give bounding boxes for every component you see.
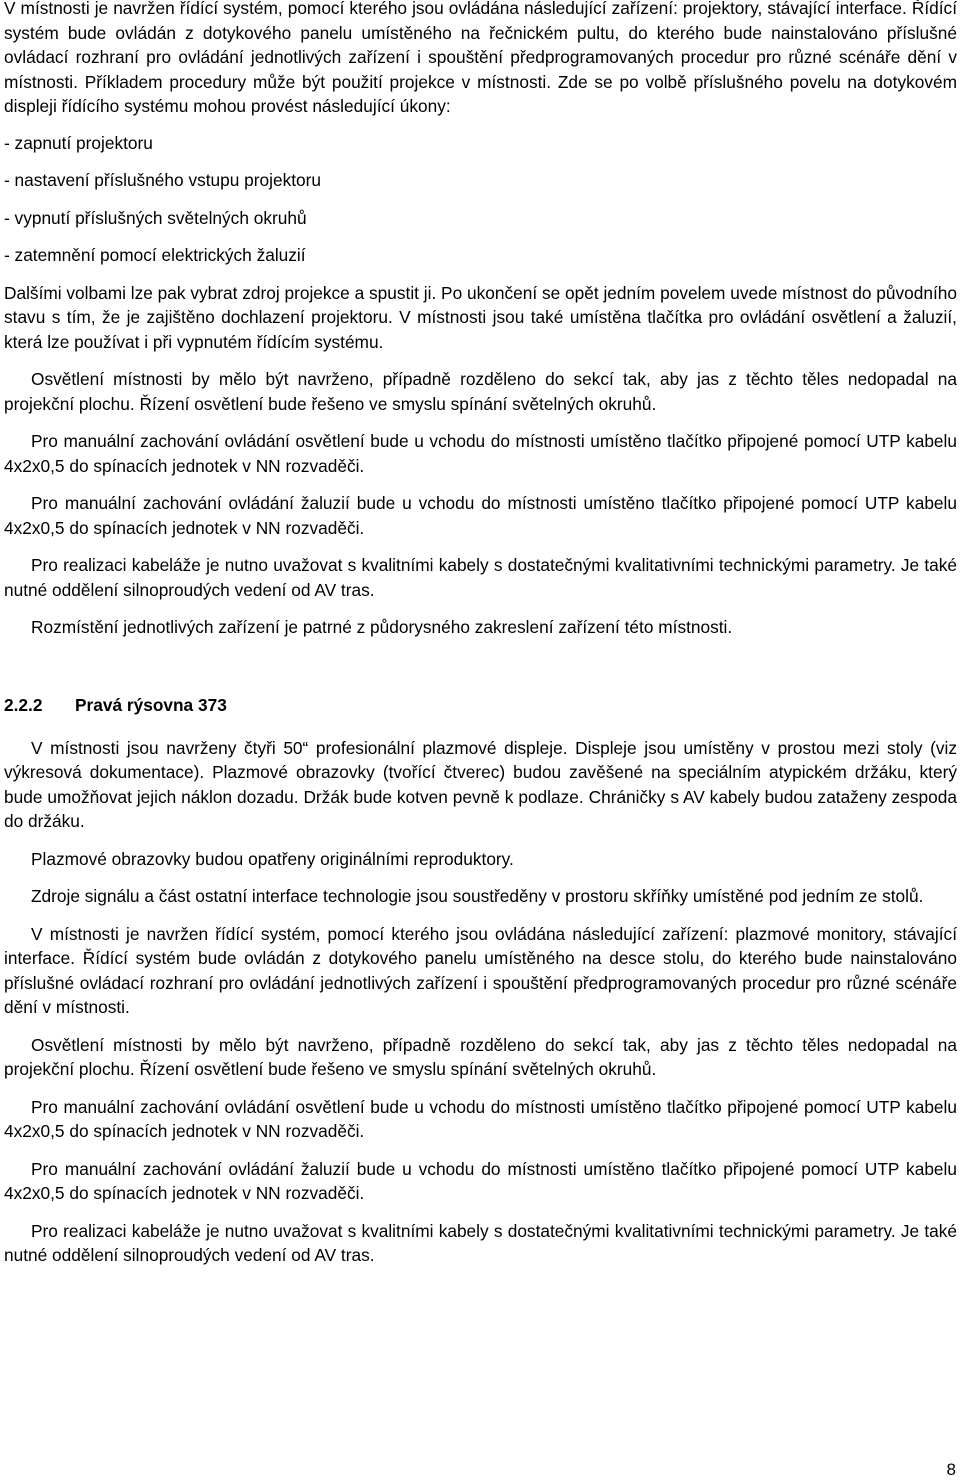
paragraph: V místnosti je navržen řídící systém, pomocí kterého jsou ovládána následující zařízení: plazmové monitory, stávající interface. Řídící systém bude ovládán z dotykového panelu umístěného na desce stolu, do kterého bude nainstalováno příslušné ovládací rozhraní pro ovládání jednotlivých zařízení i spouštění předprogramovaných procedur pro různé scénáře dění v místnosti.	[4, 923, 957, 1017]
paragraph: Pro manuální zachování ovládání žaluzií bude u vchodu do místnosti umístěno tlačítko připojené pomocí UTP kabelu 4x2x0,5 do spínacích jednotek v NN rozvaděči.	[4, 1158, 957, 1203]
list-item: - vypnutí příslušných světelných okruhů	[4, 207, 307, 228]
paragraph: Osvětlení místnosti by mělo být navrženo, případně rozděleno do sekcí tak, aby jas z těchto těles nedopadal na projekční plochu. Řízení osvětlení bude řešeno ve smyslu spínání světelných okruhů.	[4, 369, 957, 414]
paragraph: Pro realizaci kabeláže je nutno uvažovat s kvalitními kabely s dostatečnými kvalitativními technickými parametry. Je také nutné oddělení silnoproudých vedení od AV tras.	[4, 1220, 957, 1265]
paragraph: Pro manuální zachování ovládání osvětlení bude u vchodu do místnosti umístěno tlačítko připojené pomocí UTP kabelu 4x2x0,5 do spínacích jednotek v NN rozvaděči.	[4, 1096, 957, 1141]
paragraph: Pro realizaci kabeláže je nutno uvažovat s kvalitními kabely s dostatečnými kvalitativními technickými parametry. Je také nutné oddělení silnoproudých vedení od AV tras.	[4, 555, 957, 600]
list-item: - zapnutí projektoru	[4, 132, 153, 153]
section-title: Pravá rýsovna 373	[75, 694, 227, 715]
paragraph: V místnosti jsou navrženy čtyři 50“ profesionální plazmové displeje. Displeje jsou umístěny v prostou mezi stoly (viz výkresová dokumentace). Plazmové obrazovky (tvořící čtverec) budou zavěšené na speciálním atypickém držáku, který bude umožňovat jejich náklon dozadu. Držák bude kotven pevně k podlaze. Chráničky s AV kabely budou zataženy zespoda do držáku.	[4, 737, 957, 831]
section-heading	[4, 693, 957, 719]
document-page	[4, 0, 957, 1268]
list-item: - nastavení příslušného vstupu projektoru	[4, 170, 322, 190]
paragraph: Plazmové obrazovky budou opatřeny originálními reproduktory.	[31, 848, 514, 869]
list-item: - zatemnění pomocí elektrických žaluzií	[4, 245, 306, 265]
paragraph: Pro manuální zachování ovládání osvětlení bude u vchodu do místnosti umístěno tlačítko připojené pomocí UTP kabelu 4x2x0,5 do spínacích jednotek v NN rozvaděči.	[4, 431, 957, 476]
page-number: 8	[946, 1460, 956, 1479]
paragraph: Osvětlení místnosti by mělo být navrženo, případně rozděleno do sekcí tak, aby jas z těchto těles nedopadal na projekční plochu. Řízení osvětlení bude řešeno ve smyslu spínání světelných okruhů.	[4, 1034, 957, 1079]
paragraph: Rozmístění jednotlivých zařízení je patrné z půdorysného zakreslení zařízení této místnosti.	[31, 617, 733, 637]
section-number: 2.2.2	[4, 694, 43, 715]
paragraph: Zdroje signálu a část ostatní interface technologie jsou soustředěny v prostoru skříňky umístěné pod jedním ze stolů.	[31, 886, 924, 906]
intro-paragraph: V místnosti je navržen řídící systém, pomocí kterého jsou ovládána následující zařízení: projektory, stávající interface. Řídící systém bude ovládán z dotykového panelu umístěného na řečnickém pultu, do kterého bude nainstalováno příslušné ovládací rozhraní pro ovládání jednotlivých zařízení i spouštění předprogramovaných procedur pro různé scénáře dění v místnosti. Příkladem procedury může být použití projekce v místnosti. Zde se po volbě příslušného povelu na dotykovém displeji řídícího systému mohou provést následující úkony:	[4, 0, 957, 116]
paragraph: Dalšími volbami lze pak vybrat zdroj projekce a spustit ji. Po ukončení se opět jedním povelem uvede místnost do původního stavu s tím, že je zajištěno dochlazení projektoru. V místnosti jsou také umístěna tlačítka pro ovládání osvětlení a žaluzií, která lze používat i při vypnutém řídícím systému.	[4, 282, 957, 352]
paragraph: Pro manuální zachování ovládání žaluzií bude u vchodu do místnosti umístěno tlačítko připojené pomocí UTP kabelu 4x2x0,5 do spínacích jednotek v NN rozvaděči.	[4, 493, 957, 538]
